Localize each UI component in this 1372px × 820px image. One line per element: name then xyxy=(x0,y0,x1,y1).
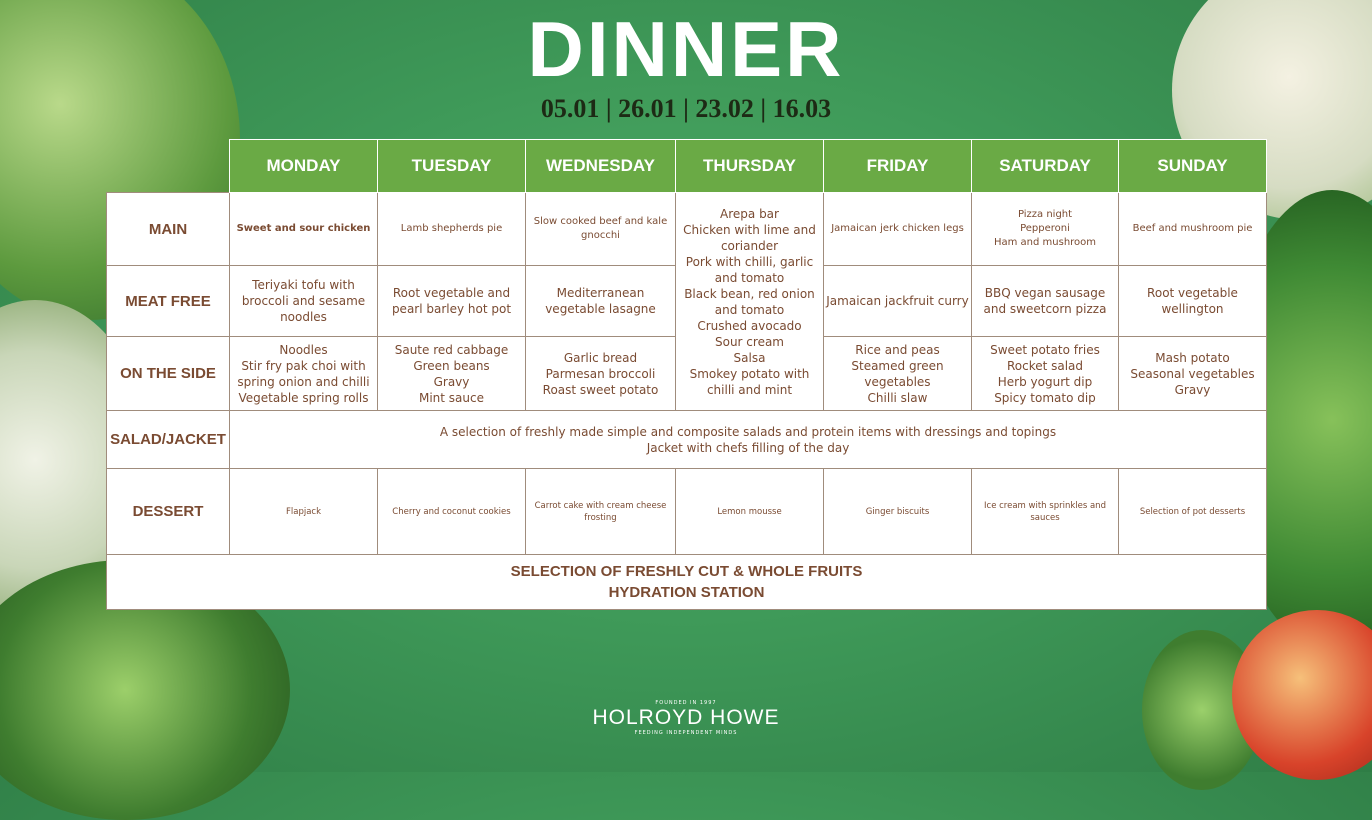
side-wednesday xyxy=(526,337,676,411)
meat-free-sunday: Root vegetable wellington xyxy=(1119,266,1267,337)
salad-line: A selection of freshly made simple and composite salads and protein items with dressings and topings xyxy=(439,424,1057,439)
side-item: Saute red cabbage xyxy=(394,342,509,357)
side-tuesday xyxy=(378,337,526,411)
thursday-item: Sour cream xyxy=(714,334,784,349)
hydration-line: HYDRATION STATION xyxy=(608,584,765,601)
dessert-row xyxy=(107,469,1267,555)
day-header-row xyxy=(107,140,1267,193)
day-saturday: SATURDAY xyxy=(972,140,1119,193)
side-saturday xyxy=(972,337,1119,411)
footer-cell xyxy=(107,555,1267,610)
side-sunday xyxy=(1119,337,1267,411)
side-item: Gravy xyxy=(433,374,470,389)
salad-jacket-cell xyxy=(230,411,1267,469)
apple-illustration xyxy=(1232,610,1372,780)
side-item: Green beans xyxy=(413,358,490,373)
day-wednesday: WEDNESDAY xyxy=(526,140,676,193)
meat-free-friday: Jamaican jackfruit curry xyxy=(824,266,972,337)
side-item: Mash potato xyxy=(1155,350,1230,365)
row-label-on-the-side: ON THE SIDE xyxy=(107,337,230,411)
day-thursday: THURSDAY xyxy=(676,140,824,193)
meat-free-monday: Teriyaki tofu with broccoli and sesame noodles xyxy=(230,266,378,337)
meat-free-saturday: BBQ vegan sausage and sweetcorn pizza xyxy=(972,266,1119,337)
side-monday xyxy=(230,337,378,411)
menu-table xyxy=(106,139,1267,610)
thursday-item: Crushed avocado xyxy=(697,318,802,333)
dessert-wednesday: Carrot cake with cream cheese frosting xyxy=(526,469,676,555)
jacket-line: Jacket with chefs filling of the day xyxy=(646,440,850,455)
side-item: Chilli slaw xyxy=(867,390,928,405)
dessert-sunday: Selection of pot desserts xyxy=(1119,469,1267,555)
salad-jacket-row xyxy=(107,411,1267,469)
side-item: Roast sweet potato xyxy=(542,382,659,397)
meat-free-wednesday: Mediterranean vegetable lasagne xyxy=(526,266,676,337)
side-item: Vegetable spring rolls xyxy=(238,390,369,405)
fruits-line: SELECTION OF FRESHLY CUT & WHOLE FRUITS xyxy=(510,563,863,580)
day-monday: MONDAY xyxy=(230,140,378,193)
side-item: Herb yogurt dip xyxy=(997,374,1093,389)
main-saturday xyxy=(972,193,1119,266)
page-title: DINNER xyxy=(527,5,845,93)
logo-brand-text: HOLROYD HOWE xyxy=(592,706,780,729)
dessert-friday: Ginger biscuits xyxy=(824,469,972,555)
thursday-item: Salsa xyxy=(733,350,766,365)
thursday-item: Pork with chilli, garlic and tomato xyxy=(685,254,814,285)
main-saturday-item: Pizza night xyxy=(1017,209,1073,220)
footer-row xyxy=(107,555,1267,610)
side-item: Sweet potato fries xyxy=(990,342,1100,357)
meat-free-tuesday: Root vegetable and pearl barley hot pot xyxy=(378,266,526,337)
side-item: Noodles xyxy=(279,342,328,357)
corner-cell xyxy=(107,140,230,193)
thursday-item: Smokey potato with chilli and mint xyxy=(689,366,810,397)
side-item: Stir fry pak choi with spring onion and chilli xyxy=(237,358,370,389)
main-saturday-item: Pepperoni xyxy=(1020,223,1070,234)
side-item: Mint sauce xyxy=(418,390,484,405)
main-sunday: Beef and mushroom pie xyxy=(1119,193,1267,266)
side-item: Steamed green vegetables xyxy=(851,358,944,389)
row-label-meat-free: MEAT FREE xyxy=(107,266,230,337)
dessert-saturday: Ice cream with sprinkles and sauces xyxy=(972,469,1119,555)
thursday-arepa-bar xyxy=(676,193,824,411)
main-row xyxy=(107,193,1267,266)
thursday-item: Arepa bar xyxy=(720,206,779,221)
main-wednesday: Slow cooked beef and kale gnocchi xyxy=(526,193,676,266)
side-item: Gravy xyxy=(1174,382,1211,397)
row-label-dessert: DESSERT xyxy=(107,469,230,555)
side-item: Parmesan broccoli xyxy=(545,366,656,381)
row-label-main: MAIN xyxy=(107,193,230,266)
thursday-item: Chicken with lime and coriander xyxy=(683,222,816,253)
menu-dates: 05.01 | 26.01 | 23.02 | 16.03 xyxy=(540,94,832,123)
holroyd-howe-logo xyxy=(0,700,1372,736)
side-item: Rice and peas xyxy=(855,342,940,357)
side-item: Spicy tomato dip xyxy=(994,390,1096,405)
side-friday xyxy=(824,337,972,411)
day-tuesday: TUESDAY xyxy=(378,140,526,193)
thursday-item: Black bean, red onion and tomato xyxy=(684,286,815,317)
dessert-tuesday: Cherry and coconut cookies xyxy=(378,469,526,555)
logo-founded-text: FOUNDED IN 1997 xyxy=(655,700,717,706)
main-monday: Sweet and sour chicken xyxy=(230,193,378,266)
dessert-thursday: Lemon mousse xyxy=(676,469,824,555)
day-sunday: SUNDAY xyxy=(1119,140,1267,193)
main-friday: Jamaican jerk chicken legs xyxy=(824,193,972,266)
main-saturday-item: Ham and mushroom xyxy=(993,237,1097,248)
logo-tagline-text: FEEDING INDEPENDENT MINDS xyxy=(634,730,738,736)
main-tuesday: Lamb shepherds pie xyxy=(378,193,526,266)
side-item: Seasonal vegetables xyxy=(1130,366,1255,381)
side-item: Rocket salad xyxy=(1006,358,1084,373)
dessert-monday: Flapjack xyxy=(230,469,378,555)
row-label-salad-jacket: SALAD/JACKET xyxy=(107,411,230,469)
side-item: Garlic bread xyxy=(563,350,638,365)
day-friday: FRIDAY xyxy=(824,140,972,193)
